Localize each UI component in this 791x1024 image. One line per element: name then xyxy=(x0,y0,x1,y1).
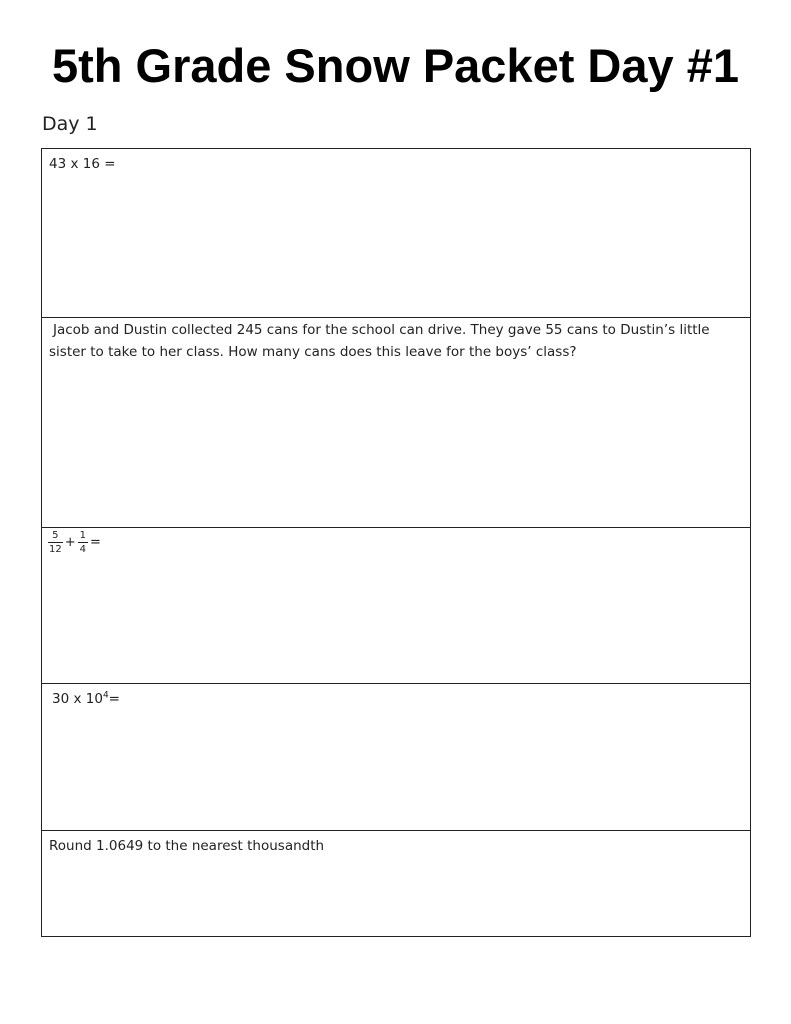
equals-sign: = xyxy=(90,534,101,550)
plus-operator: + xyxy=(64,534,76,550)
problem-box-5[interactable] xyxy=(42,831,750,936)
problem-box-3[interactable] xyxy=(42,528,750,684)
fraction-2-numerator: 1 xyxy=(79,530,87,541)
problem-4-base: 30 x 10 xyxy=(52,691,103,707)
problem-table xyxy=(41,148,751,937)
problem-2-text: Jacob and Dustin collected 245 cans for the school can drive. They gave 55 cans to Dustin’s little sister to take to her class. How many cans does this leave for the boys’ class? xyxy=(49,322,710,360)
day-label: Day 1 xyxy=(42,113,98,135)
problem-box-1[interactable] xyxy=(42,149,750,318)
fraction-1 xyxy=(49,530,62,555)
fraction-1-numerator: 5 xyxy=(48,530,63,543)
problem-4-equals: = xyxy=(108,691,120,707)
fraction-2 xyxy=(79,530,87,555)
fraction-2-denominator: 4 xyxy=(79,544,87,555)
fraction-expression xyxy=(49,530,744,555)
fraction-1-denominator: 12 xyxy=(49,544,62,555)
page-title: 5th Grade Snow Packet Day #1 xyxy=(51,39,739,92)
problem-box-4[interactable] xyxy=(42,684,750,831)
problem-4-exponent: 4 xyxy=(102,690,109,701)
problem-1-text: 43 x 16 = xyxy=(49,156,116,172)
problem-box-2[interactable] xyxy=(42,318,750,528)
problem-5-text: Round 1.0649 to the nearest thousandth xyxy=(49,838,325,854)
